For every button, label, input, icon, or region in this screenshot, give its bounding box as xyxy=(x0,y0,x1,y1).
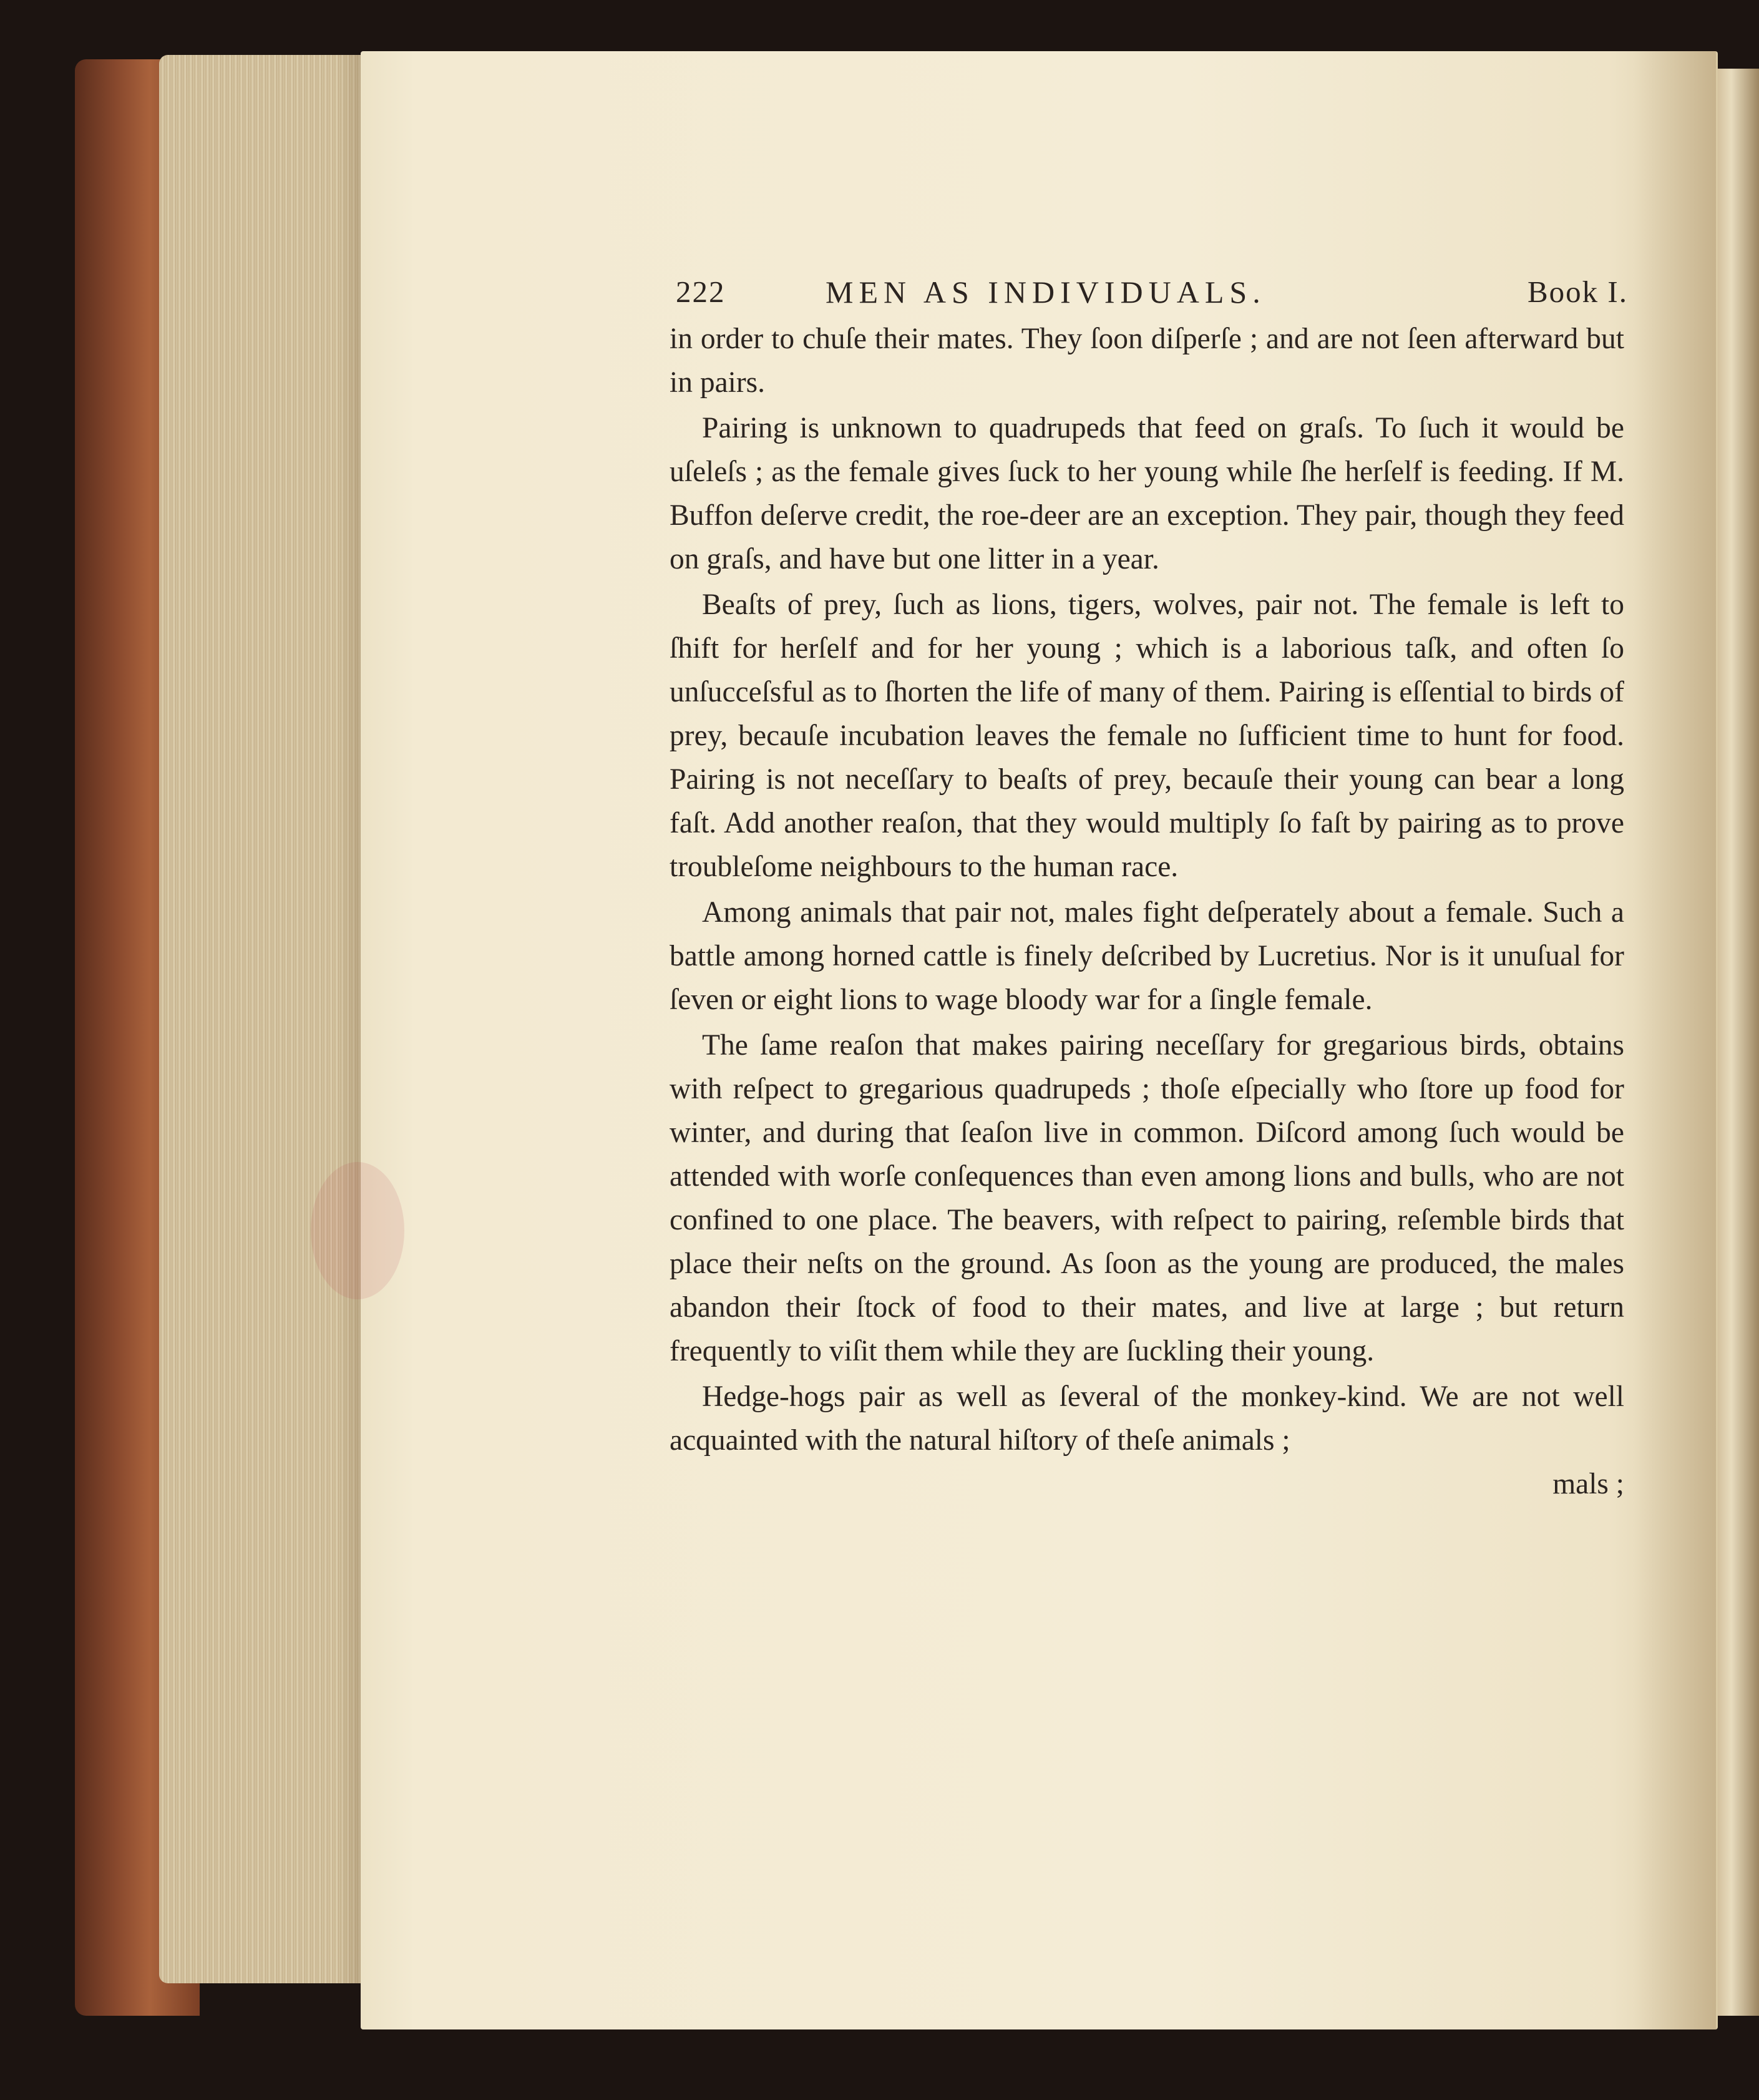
paragraph: Beaſts of prey, ſuch as lions, tigers, wolves, pair not. The female is left to ſhift for herſelf and for her young ; which is a laborious taſk, and often ſo unſucceſsful as to ſhorten the life of many of them. Pairing is eſſential to birds of prey, becauſe incubation leaves the female no ſufficient time to hunt for food. Pairing is not neceſſary to beaſts of prey, becauſe their young can bear a long faſt. Add another reaſon, that they would multiply ſo faſt by pairing as to prove troubleſome neighbours to the human race. xyxy=(670,588,1624,883)
page-number: 222 xyxy=(676,275,726,309)
catchword: mals ; xyxy=(1552,1468,1624,1500)
body-text xyxy=(670,317,1624,1462)
paragraph: The ſame reaſon that makes pairing neceſſary for gregarious birds, obtains with reſpect to gregarious quadrupeds ; thoſe eſpecially who ſtore up food for winter, and during that ſeaſon live in common. Diſcord among ſuch would be attended with worſe conſequences than even among lions and bulls, who are not confined to one place. The beavers, with reſpect to pairing, reſemble birds that place their neſts on the ground. As ſoon as the young are produced, the males abandon their ſtock of food to their mates, and live at large ; but return frequently to viſit them while they are ſuckling their young. xyxy=(670,1029,1624,1367)
book-reference: Book I. xyxy=(1528,275,1628,309)
paragraph: Pairing is unknown to quadrupeds that feed on graſs. To ſuch it would be uſeleſs ; as the female gives ſuck to her young while ſhe herſelf is feeding. If M. Buffon deſerve credit, the roe-deer are an exception. They pair, though they feed on graſs, and have but one litter in a year. xyxy=(670,412,1624,575)
paragraph: in order to chuſe their mates. They ſoon diſperſe ; and are not ſeen afterward but in pairs. xyxy=(670,323,1624,399)
running-title: MEN AS INDIVIDUALS. xyxy=(826,275,1266,310)
running-head xyxy=(670,267,1628,317)
paragraph: Among animals that pair not, males fight deſperately about a female. Such a battle among horned cattle is finely deſcribed by Lucretius. Nor is it unuſual for ſeven or eight lions to wage bloody war for a ſingle female. xyxy=(670,896,1624,1016)
page-edges xyxy=(159,55,365,1983)
page-gutter-shadow xyxy=(1635,51,1716,2029)
text-block xyxy=(670,267,1628,1506)
paragraph: Hedge-hogs pair as well as ſeveral of the monkey-kind. We are not well acquainted with the natural hiſtory of theſe animals ; xyxy=(670,1380,1624,1457)
show-through-mark xyxy=(311,1162,404,1299)
facing-page-edge xyxy=(1713,69,1759,2016)
